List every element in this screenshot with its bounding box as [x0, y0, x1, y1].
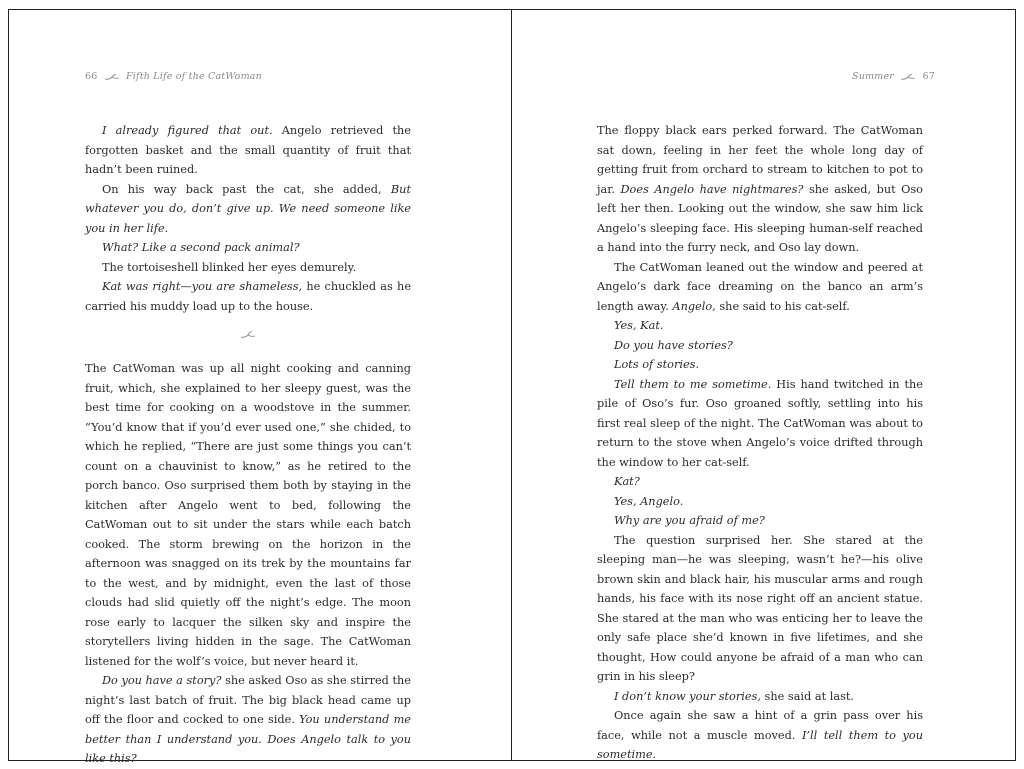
section-break [85, 319, 411, 355]
paragraph [597, 375, 923, 473]
text-run: he chuckled as he carried his muddy load up to the house. [85, 280, 412, 313]
paragraph [597, 492, 923, 512]
cat-tail-ornament-icon [240, 330, 256, 340]
paragraph [597, 472, 923, 492]
right-paragraphs [597, 121, 923, 765]
left-page [8, 9, 512, 765]
text-run: she said to his cat-self. [715, 299, 850, 313]
italic-text: I’ll tell them to you sometime. [597, 728, 923, 761]
text-run: The tortoiseshell blinked her eyes demurely. [102, 260, 357, 274]
paragraph [597, 121, 923, 258]
right-page [511, 9, 1016, 761]
paragraph [85, 121, 411, 180]
left-paragraphs [85, 121, 411, 316]
italic-text: Does Angelo have nightmares? [620, 182, 804, 196]
paragraph [597, 316, 923, 336]
paragraph [85, 671, 411, 769]
italic-text: Yes, Angelo. [614, 494, 684, 508]
left-running-head [85, 71, 262, 82]
italic-text: Kat? [614, 475, 640, 488]
left-page-number: 66 [85, 71, 98, 82]
italic-text: Lots of stories. [614, 358, 700, 371]
paragraph [597, 531, 923, 687]
cat-tail-ornament-icon [900, 73, 916, 81]
right-page-number: 67 [922, 71, 935, 82]
paragraph [597, 706, 923, 765]
italic-text: You understand me better than I understand you. Does Angelo talk to you like this? [85, 713, 411, 765]
text-run: The question surprised her. She stared at the sleeping man—he was sleeping, wasn’t he?—his olive brown skin and black hair, his muscular arms and rough hands, his face with its nose right off an ancient statue. She stared at the man who was enticing her to leave the only safe place she’d known in five lifetimes, and she thought, How could anyone be afraid of a man who can grin in his sleep? [597, 533, 923, 683]
text-run: she said at last. [760, 689, 855, 703]
paragraph [597, 355, 923, 375]
paragraph [597, 687, 923, 707]
italic-text: Yes, Kat. [614, 319, 664, 332]
text-run: Once again she saw a hint of a grin pass over his face, while not a muscle moved. [597, 709, 923, 742]
left-running-title: Fifth Life of the CatWoman [125, 71, 262, 82]
text-run: On his way back past the cat, she added, [102, 182, 391, 196]
italic-text: Do you have stories? [614, 338, 733, 352]
paragraph [85, 277, 411, 316]
text-run: The floppy black ears perked forward. The CatWoman sat down, feeling in her feet the whole long day of getting fruit from orchard to stream to kitchen to pot to jar. [597, 124, 923, 196]
italic-text: What? Like a second pack animal? [102, 241, 300, 254]
text-run: His hand twitched in the pile of Oso’s fur. Oso groaned softly, settling into his first real sleep of the night. The CatWoman was about to return to the stove when Angelo’s voice drifted through the window to her cat-self. [597, 377, 923, 469]
text-run: she asked Oso as she stirred the night’s last batch of fruit. The big black head came up off the floor and cocked to one side. [85, 674, 411, 726]
text-run: Angelo retrieved the forgotten basket and the small quantity of fruit that hadn’t been ruined. [85, 124, 411, 176]
right-running-head [852, 71, 935, 82]
text-run: she asked, but Oso left her then. Looking out the window, she saw him lick Angelo’s sleeping face. His sleeping human-self reached a hand into the furry neck, and Oso lay down. [597, 182, 923, 254]
paragraph [597, 511, 923, 531]
italic-text: Why are you afraid of me? [614, 514, 765, 527]
italic-text: I don’t know your stories, [614, 689, 761, 703]
italic-text: Tell them to me sometime. [614, 377, 772, 391]
italic-text: Kat was right—you are shameless, [102, 280, 303, 293]
right-text-column [597, 121, 923, 765]
paragraph [85, 359, 411, 671]
text-run: The CatWoman leaned out the window and peered at Angelo’s dark face dreaming on the banco an arm’s length away. [597, 260, 923, 313]
cat-tail-ornament-icon [104, 73, 120, 81]
italic-text: I already figured that out. [102, 124, 273, 137]
paragraph [597, 336, 923, 356]
paragraph [85, 180, 411, 239]
italic-text: Angelo, [672, 299, 716, 313]
paragraph [85, 238, 411, 258]
text-run: The CatWoman was up all night cooking and canning fruit, which, she explained to her sleepy guest, was the best time for cooking on a woodstove in the summer. “You’d know that if you’d ever used one,” she chided, to which he replied, “There are just some things you can’t count on a chauvinist to know,” as he retired to the porch banco. Oso surprised them both by staying in the kitchen after Angelo went to bed, following the CatWoman out to sit under the stars while each batch cooked. The storm brewing on the horizon in the afternoon was snagged on its trek by the mountains far to the west, and by midnight, even the last of those clouds had slid quietly off the night’s edge. The moon rose early to lacquer the silken sky and inspire the storytellers living hidden in the sage. The CatWoman listened for the wolf’s voice, but never heard it. [85, 362, 411, 668]
italic-text: Do you have a story? [102, 674, 222, 687]
left-paragraphs-after-break [85, 359, 411, 769]
italic-text: But whatever you do, don’t give up. We need someone like you in her life. [85, 182, 411, 235]
left-text-column [85, 121, 411, 769]
paragraph [85, 258, 411, 278]
right-running-title: Summer [852, 71, 895, 82]
paragraph [597, 258, 923, 317]
